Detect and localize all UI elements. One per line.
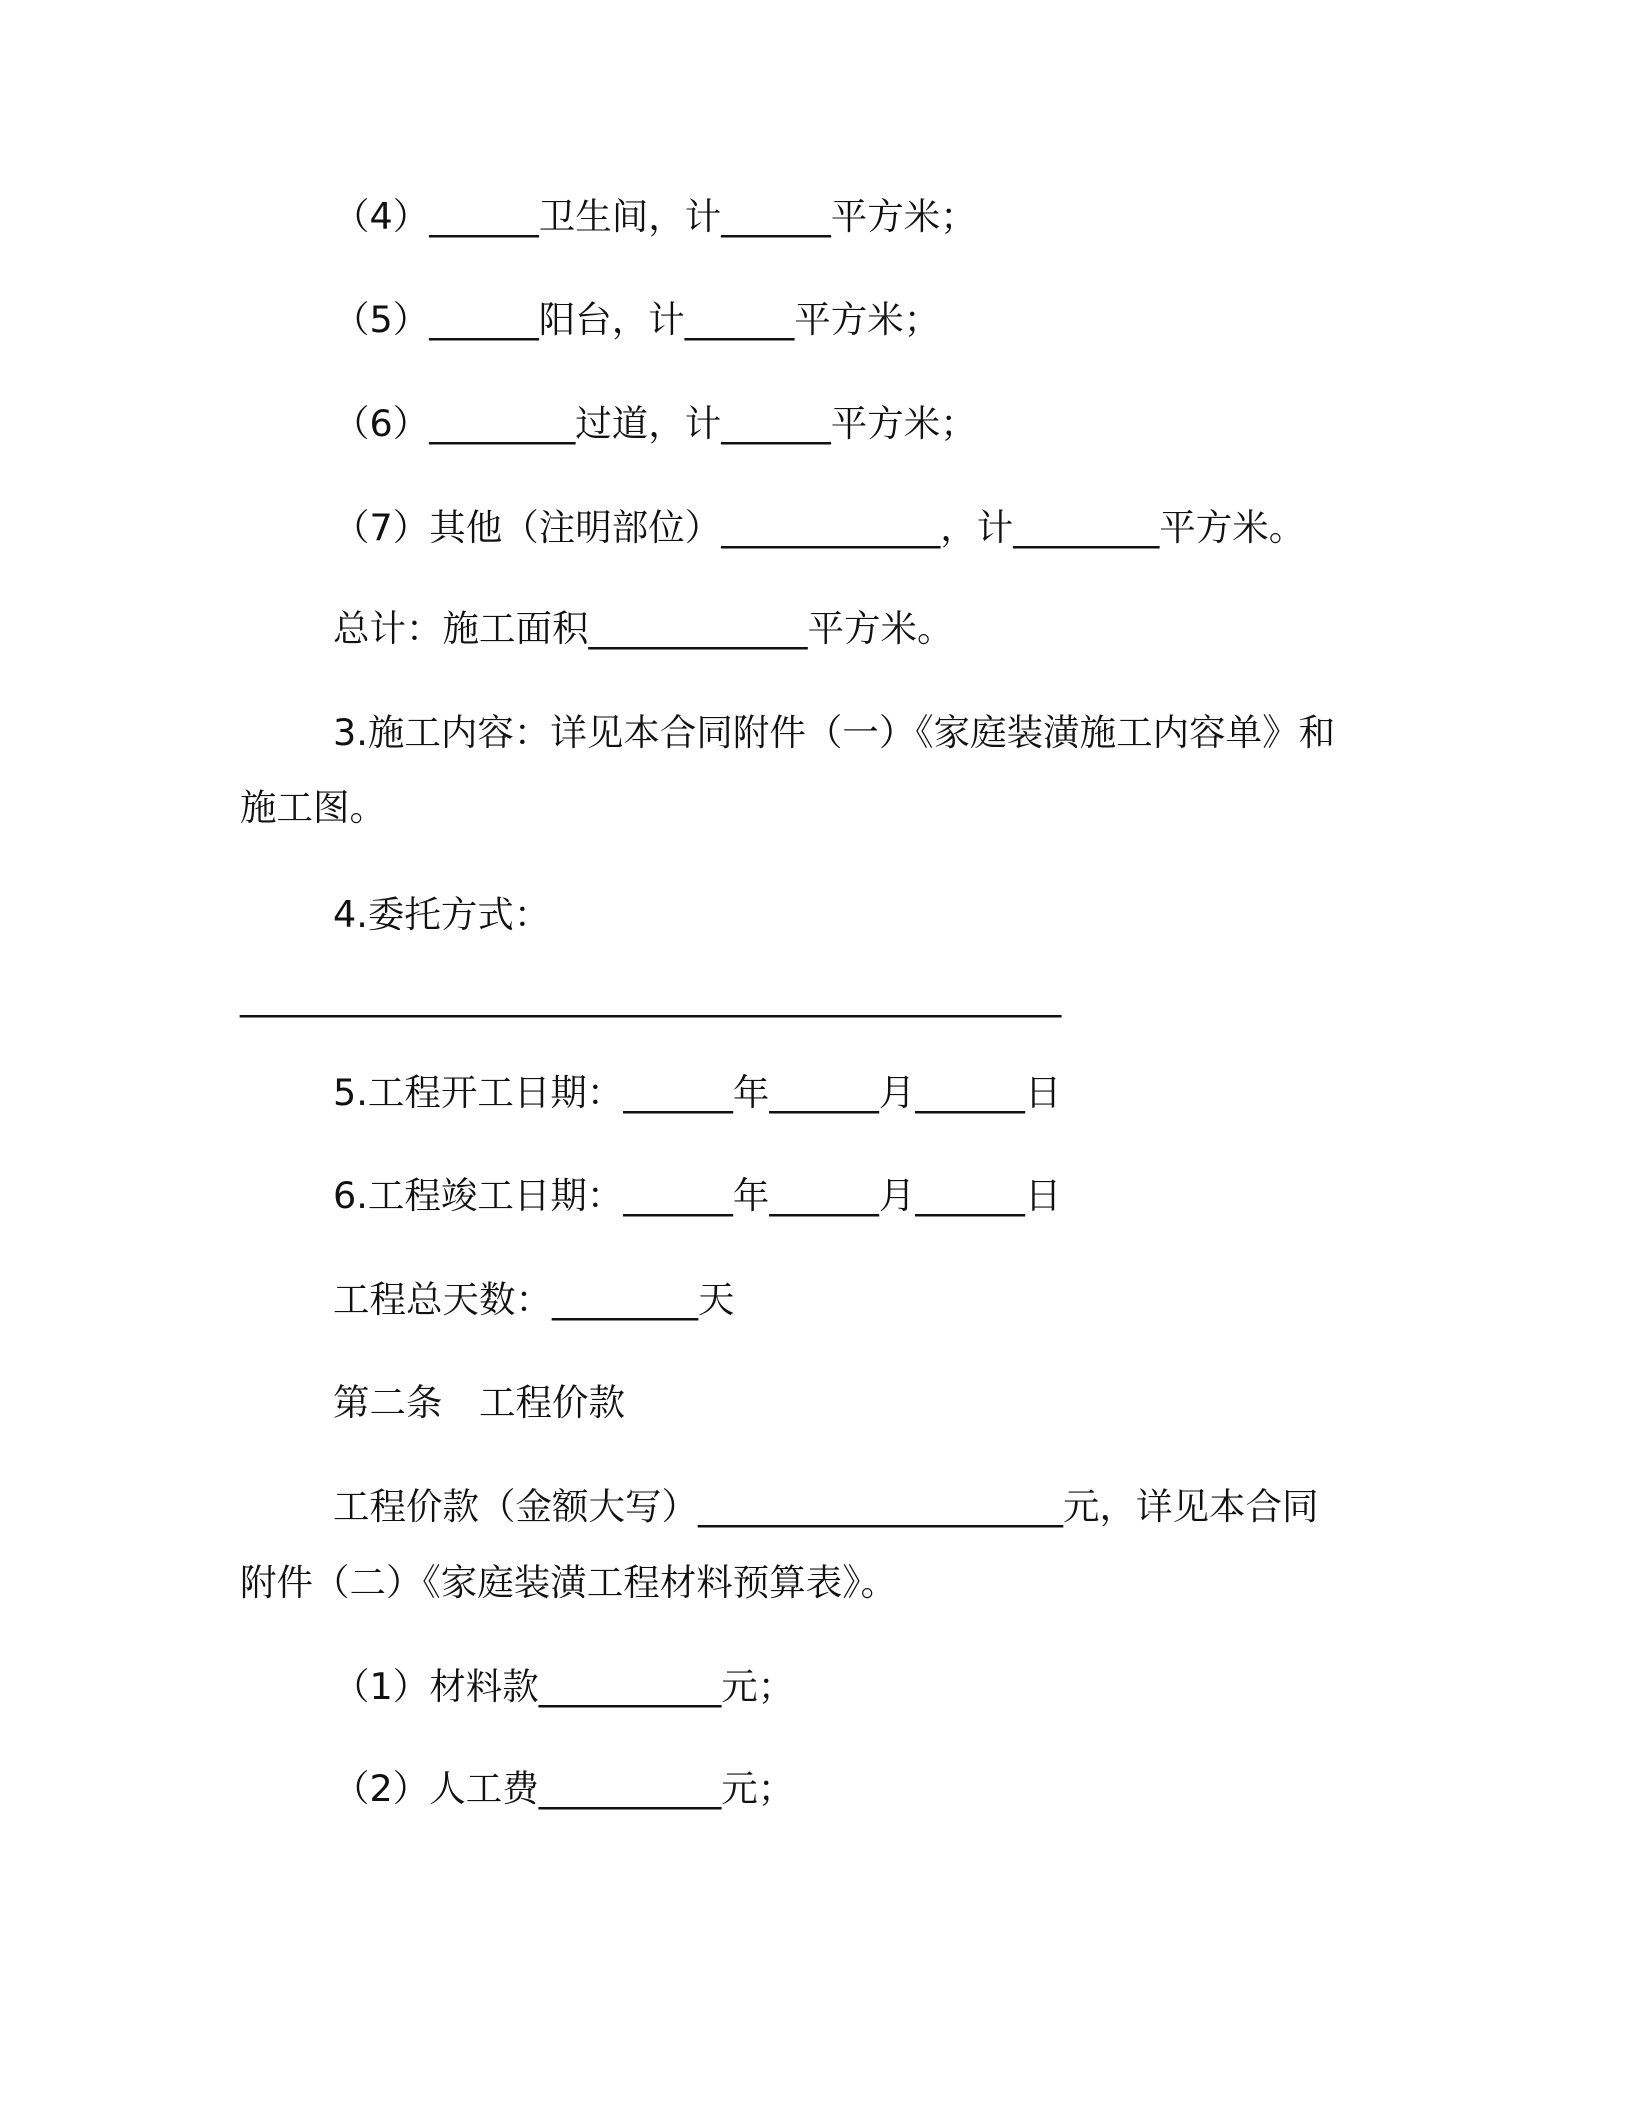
article-2-price-line-2: 附件（二）《家庭装潢工程材料预算表》。 — [240, 1561, 897, 1604]
clause-3-line-2: 施工图。 — [240, 786, 386, 829]
breakdown-labor: （2）人工费__________元； — [333, 1767, 795, 1810]
total-area: 总计：施工面积____________平方米。 — [333, 607, 954, 650]
clause-5-start-date: 5.工程开工日期：______年______月______日 — [333, 1071, 1062, 1114]
breakdown-materials: （1）材料款__________元； — [333, 1665, 795, 1708]
clause-6-end-date: 6.工程竣工日期：______年______月______日 — [333, 1174, 1062, 1217]
total-days: 工程总天数：________天 — [333, 1278, 735, 1321]
area-item-corridor: （6）________过道，计______平方米； — [333, 402, 977, 445]
clause-3-line-1: 3.施工内容：详见本合同附件（一）《家庭装潢施工内容单》和 — [333, 711, 1336, 754]
clause-4-blank: _____________________________________________ — [240, 975, 1062, 1018]
article-2-price-line-1: 工程价款（金额大写）____________________元，详见本合同 — [333, 1485, 1319, 1528]
article-2-heading: 第二条 工程价款 — [333, 1381, 625, 1424]
area-item-balcony: （5）______阳台，计______平方米； — [333, 298, 941, 341]
clause-4-label: 4.委托方式： — [333, 893, 551, 936]
area-item-other: （7）其他（注明部位）____________，计________平方米。 — [333, 506, 1306, 549]
area-item-bathroom: （4）______卫生间，计______平方米； — [333, 195, 977, 238]
